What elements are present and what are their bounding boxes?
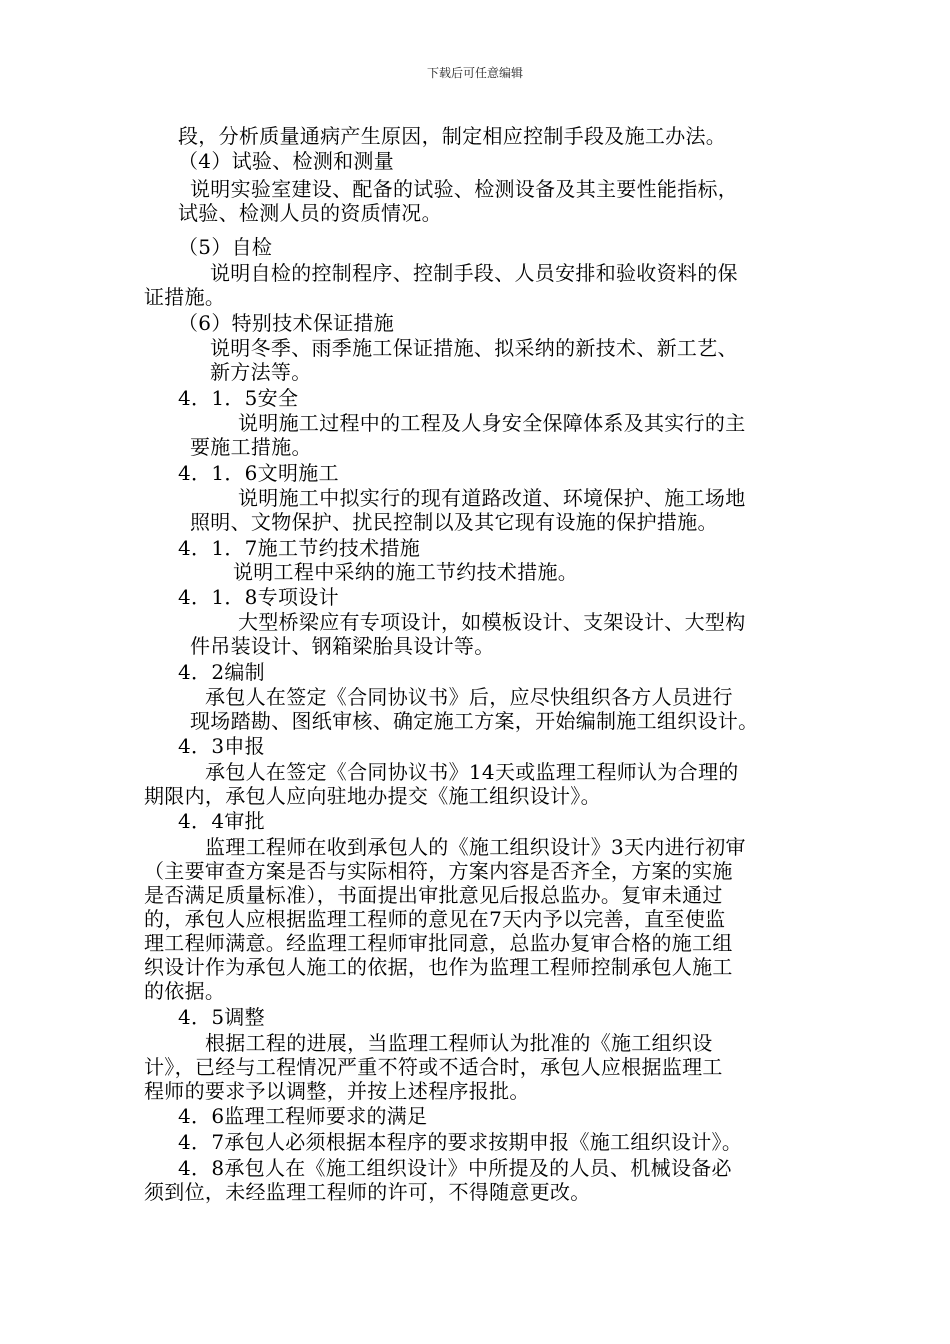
section-heading: 4．3申报	[178, 734, 265, 758]
text-line: 说明实验室建设、配备的试验、检测设备及其主要性能指标，	[190, 177, 739, 201]
section-heading: 4．2编制	[178, 660, 265, 684]
text-line: 大型桥梁应有专项设计，如模板设计、支架设计、大型构	[238, 610, 746, 634]
text-line: 要施工措施。	[190, 435, 312, 459]
text-line: 的依据。	[144, 979, 226, 1003]
text-line: 承包人在签定《合同协议书》14天或监理工程师认为合理的	[205, 760, 739, 784]
text-line: 证措施。	[144, 285, 226, 309]
text-line: 试验、检测人员的资质情况。	[178, 201, 442, 225]
section-heading: （5）自检	[178, 235, 273, 259]
section-heading: 4．1．8专项设计	[178, 585, 339, 609]
text-line: 须到位，未经监理工程师的许可，不得随意更改。	[144, 1180, 591, 1204]
text-line: 照明、文物保护、扰民控制以及其它现有设施的保护措施。	[190, 510, 718, 534]
text-line: 说明施工过程中的工程及人身安全保障体系及其实行的主	[238, 411, 746, 435]
section-heading: （4）试验、检测和测量	[178, 149, 395, 173]
text-line: 程师的要求予以调整，并按上述程序报批。	[144, 1079, 530, 1103]
page-header: 下载后可任意编辑	[426, 66, 523, 80]
text-line: 现场踏勘、图纸审核、确定施工方案，开始编制施工组织设计。	[190, 709, 759, 733]
text-line: 的，承包人应根据监理工程师的意见在7天内予以完善，直至使监	[144, 907, 726, 931]
section-heading: 4．7承包人必须根据本程序的要求按期申报《施工组织设计》。	[178, 1130, 743, 1154]
text-line: 说明工程中采纳的施工节约技术措施。	[233, 560, 579, 584]
text-line: 监理工程师在收到承包人的《施工组织设计》3天内进行初审	[205, 835, 746, 859]
section-heading: 4．5调整	[178, 1005, 265, 1029]
text-line: 期限内，承包人应向驻地办提交《施工组织设计》。	[144, 784, 601, 808]
section-heading: 4．6监理工程师要求的满足	[178, 1104, 428, 1128]
text-line: 织设计作为承包人施工的依据，也作为监理工程师控制承包人施工	[144, 955, 733, 979]
section-heading: 4．4审批	[178, 809, 265, 833]
text-line: 说明冬季、雨季施工保证措施、拟采纳的新技术、新工艺、	[210, 336, 738, 360]
text-line: 件吊装设计、钢箱梁胎具设计等。	[190, 634, 495, 658]
section-heading: 4．1．7施工节约技术措施	[178, 536, 421, 560]
text-line: 是否满足质量标准），书面提出审批意见后报总监办。复审未通过	[144, 883, 723, 907]
text-line: 理工程师满意。经监理工程师审批同意，总监办复审合格的施工组	[144, 931, 733, 955]
text-line: 计》，已经与工程情况严重不符或不适合时，承包人应根据监理工	[144, 1055, 723, 1079]
section-heading: 4．1．6文明施工	[178, 461, 339, 485]
text-line: （主要审查方案是否与实际相符，方案内容是否齐全，方案的实施	[144, 859, 733, 883]
text-line: 段，分析质量通病产生原因，制定相应控制手段及施工办法。	[178, 124, 727, 148]
text-line: 说明自检的控制程序、控制手段、人员安排和验收资料的保	[210, 261, 738, 285]
section-heading: 4．1．5安全	[178, 386, 299, 410]
text-line: 新方法等。	[210, 360, 312, 384]
text-line: 根据工程的进展，当监理工程师认为批准的《施工组织设	[205, 1031, 713, 1055]
section-heading: （6）特别技术保证措施	[178, 311, 395, 335]
text-line: 说明施工中拟实行的现有道路改道、环境保护、施工场地	[238, 486, 746, 510]
text-line: 承包人在签定《合同协议书》后，应尽快组织各方人员进行	[205, 685, 733, 709]
section-heading: 4．8承包人在《施工组织设计》中所提及的人员、机械设备必	[178, 1156, 732, 1180]
